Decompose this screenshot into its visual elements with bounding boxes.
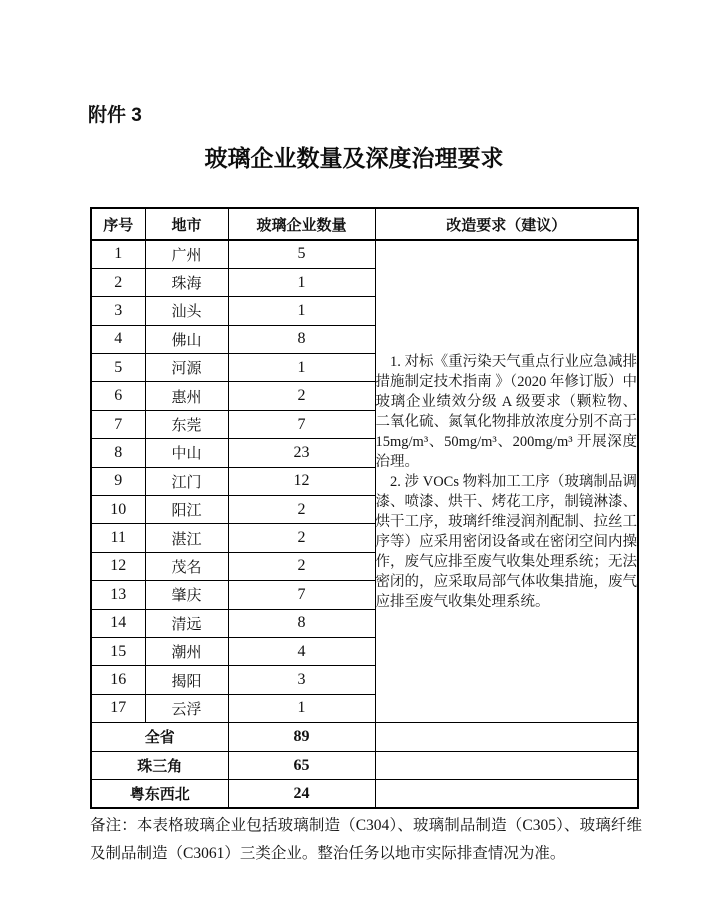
cell-no: 13 [91,581,145,609]
cell-city: 云浮 [145,694,228,722]
cell-city: 汕头 [145,297,228,325]
cell-city: 珠海 [145,268,228,296]
cell-count: 3 [228,666,375,694]
summary-row-east-west-north [91,780,638,809]
summary-label: 粤东西北 [91,780,228,809]
cell-city: 惠州 [145,382,228,410]
cell-count: 2 [228,382,375,410]
cell-no: 7 [91,410,145,438]
cell-city: 肇庆 [145,581,228,609]
cell-no: 3 [91,297,145,325]
cell-no: 10 [91,496,145,524]
cell-city: 阳江 [145,496,228,524]
cell-count: 7 [228,410,375,438]
header-city: 地市 [145,208,228,240]
cell-count: 1 [228,297,375,325]
cell-count: 1 [228,268,375,296]
footnote: 备注：本表格玻璃企业包括玻璃制造（C304）、玻璃制品制造（C305）、玻璃纤维及制品制造（C3061）三类企业。整治任务以地市实际排查情况为准。 [90,817,642,862]
summary-label: 珠三角 [91,751,228,780]
summary-count: 65 [228,751,375,780]
cell-count: 1 [228,694,375,722]
empty-cell [375,723,638,752]
cell-city: 潮州 [145,637,228,665]
requirement-paragraph-1: 1. 对标《重污染天气重点行业应急减排措施制定技术指南 》（2020 年修订版）中玻璃企业绩效分级 A 级要求（颗粒物、二氧化硫、氮氧化物排放浓度分别不高于 15mg/m³、50mg/m³、200mg/m³ 开展深度治理。 [375,353,637,470]
empty-cell [375,751,638,780]
cell-no: 12 [91,552,145,580]
cell-city: 佛山 [145,325,228,353]
summary-row-province [91,723,638,752]
summary-row-pearl-delta [91,751,638,780]
cell-city: 茂名 [145,552,228,580]
cell-count: 5 [228,240,375,268]
cell-no: 14 [91,609,145,637]
cell-count: 2 [228,524,375,552]
cell-no: 15 [91,637,145,665]
cell-count: 1 [228,354,375,382]
cell-no: 6 [91,382,145,410]
cell-city: 中山 [145,439,228,467]
cell-count: 12 [228,467,375,495]
cell-no: 4 [91,325,145,353]
cell-city: 江门 [145,467,228,495]
header-no: 序号 [91,208,145,240]
table-row [91,240,638,268]
cell-count: 2 [228,496,375,524]
summary-count: 24 [228,780,375,809]
cell-city: 河源 [145,354,228,382]
cell-city: 揭阳 [145,666,228,694]
cell-count: 7 [228,581,375,609]
cell-no: 2 [91,268,145,296]
table-header-row [91,208,638,240]
cell-no: 8 [91,439,145,467]
cell-city: 广州 [145,240,228,268]
glass-enterprises-table [90,207,639,809]
summary-count: 89 [228,723,375,752]
empty-cell [375,780,638,809]
cell-no: 17 [91,694,145,722]
cell-count: 8 [228,325,375,353]
cell-no: 5 [91,354,145,382]
cell-count: 2 [228,552,375,580]
header-count: 玻璃企业数量 [228,208,375,240]
cell-count: 23 [228,439,375,467]
requirements-cell [375,240,638,723]
requirement-paragraph-2: 2. 涉 VOCs 物料加工工序（玻璃制品调漆、喷漆、烘干、烤花工序，制镜淋漆、烘干工序，玻璃纤维浸润剂配制、拉丝工序等）应采用密闭设备或在密闭空间内操作，废气应排至废气收集处理系统；无法密闭的，应采取局部气体收集措施，废气应排至废气收集处理系统。 [375,473,637,610]
cell-no: 1 [91,240,145,268]
cell-city: 湛江 [145,524,228,552]
page-title: 玻璃企业数量及深度治理要求 [204,146,504,171]
cell-count: 4 [228,637,375,665]
header-requirements: 改造要求（建议） [375,208,638,240]
cell-city: 东莞 [145,410,228,438]
attachment-label: 附件 3 [88,105,142,126]
cell-count: 8 [228,609,375,637]
cell-city: 清远 [145,609,228,637]
cell-no: 9 [91,467,145,495]
cell-no: 11 [91,524,145,552]
summary-label: 全省 [91,723,228,752]
cell-no: 16 [91,666,145,694]
